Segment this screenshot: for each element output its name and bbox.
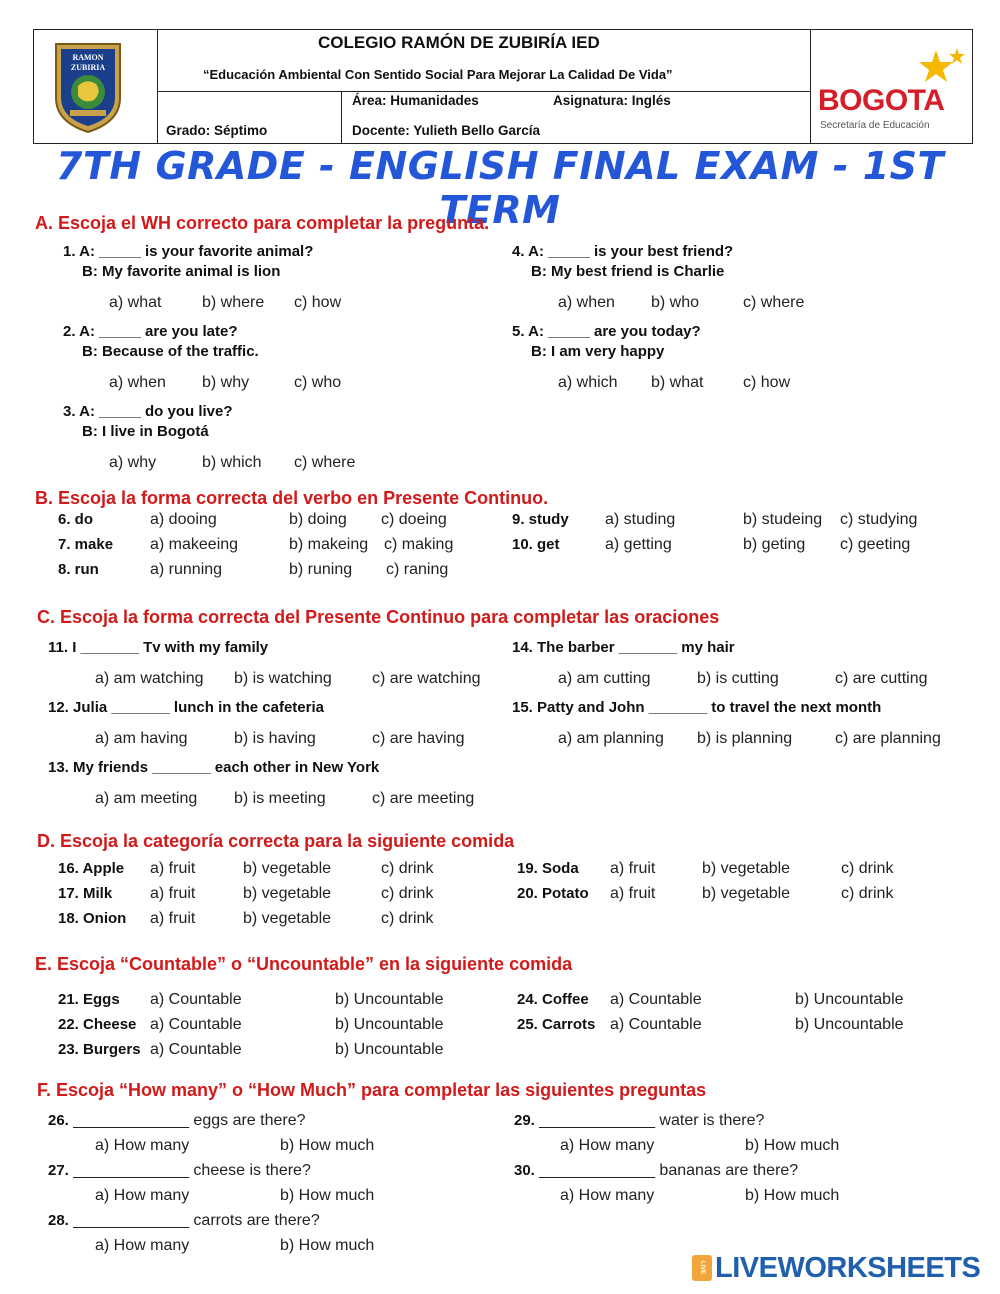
option[interactable]: b) is planning	[697, 730, 793, 747]
section-c-heading: C. Escoja la forma correcta del Presente Continuo para completar las oraciones	[37, 607, 720, 627]
option[interactable]: a) Countable	[150, 991, 242, 1008]
option[interactable]: b) vegetable	[702, 885, 791, 902]
option[interactable]: c) drink	[381, 860, 434, 877]
option[interactable]: c) drink	[381, 910, 434, 927]
option[interactable]: a) fruit	[610, 885, 656, 902]
option[interactable]: a) How many	[95, 1137, 190, 1154]
option[interactable]: c) are watching	[372, 670, 481, 687]
liveworksheets-logo[interactable]	[692, 1253, 980, 1283]
option[interactable]: c) are planning	[835, 730, 941, 747]
option[interactable]: a) when	[109, 374, 166, 391]
option[interactable]: b) what	[651, 374, 704, 391]
option[interactable]: a) How many	[560, 1137, 655, 1154]
section-a-heading: A. Escoja el WH correcto para completar la pregunta.	[35, 213, 490, 233]
option[interactable]: b) How much	[280, 1187, 375, 1204]
option[interactable]: b) vegetable	[243, 885, 332, 902]
option[interactable]: b) vegetable	[702, 860, 791, 877]
option[interactable]: b) Uncountable	[795, 1016, 904, 1033]
liveworksheets-wordmark: LIVEWORKSHEETS	[715, 1251, 981, 1284]
option[interactable]: b) where	[202, 294, 265, 311]
logo-text-top: RAMON	[72, 53, 104, 62]
school-logo	[52, 40, 124, 134]
section-d-heading: D. Escoja la categoría correcta para la siguiente comida	[37, 831, 515, 851]
option[interactable]: b) doing	[289, 511, 347, 528]
option[interactable]: a) am meeting	[95, 790, 198, 807]
option[interactable]: a) How many	[95, 1237, 190, 1254]
option[interactable]: b) geting	[743, 536, 806, 553]
option[interactable]: a) running	[150, 561, 223, 578]
option[interactable]: a) what	[109, 294, 162, 311]
option[interactable]: a) dooing	[150, 511, 217, 528]
option[interactable]: b) is watching	[234, 670, 332, 687]
section-f-heading: F. Escoja “How many” o “How Much” para completar las siguientes preguntas	[37, 1080, 707, 1100]
option[interactable]: a) am having	[95, 730, 188, 747]
option[interactable]: c) geeting	[840, 536, 911, 553]
option[interactable]: a) studing	[605, 511, 676, 528]
option[interactable]: a) when	[558, 294, 615, 311]
section-b-heading: B. Escoja la forma correcta del verbo en Presente Continuo.	[35, 488, 549, 508]
option[interactable]: c) drink	[841, 860, 894, 877]
option[interactable]: c) drink	[841, 885, 894, 902]
option[interactable]: c) are cutting	[835, 670, 928, 687]
option[interactable]: b) How much	[280, 1137, 375, 1154]
option[interactable]: a) which	[558, 374, 618, 391]
bogota-wordmark: BOGOTA	[818, 84, 945, 117]
option[interactable]: b) who	[651, 294, 700, 311]
grade-label: Grado: Séptimo	[166, 123, 268, 138]
option[interactable]: c) studying	[840, 511, 918, 528]
logo-text-bottom: ZUBIRIA	[70, 63, 106, 72]
option[interactable]: a) How many	[560, 1187, 655, 1204]
option[interactable]: c) making	[384, 536, 454, 553]
option[interactable]: a) am watching	[95, 670, 204, 687]
option[interactable]: a) Countable	[150, 1016, 242, 1033]
option[interactable]: a) am cutting	[558, 670, 651, 687]
option[interactable]: a) am planning	[558, 730, 664, 747]
option[interactable]: a) fruit	[610, 860, 656, 877]
option[interactable]: c) raning	[386, 561, 449, 578]
star-icon	[816, 46, 968, 86]
option[interactable]: b) Uncountable	[335, 991, 444, 1008]
option[interactable]: b) Uncountable	[335, 1041, 444, 1058]
live-badge-icon: LIVE	[692, 1255, 712, 1281]
page-title: 7TH GRADE - ENGLISH FINAL EXAM - 1ST TERM	[56, 144, 944, 232]
option[interactable]: a) Countable	[610, 1016, 702, 1033]
option[interactable]: a) How many	[95, 1187, 190, 1204]
subject-label: Asignatura: Inglés	[553, 93, 671, 108]
option[interactable]: a) Countable	[610, 991, 702, 1008]
option[interactable]: b) How much	[745, 1137, 840, 1154]
option[interactable]: a) fruit	[150, 885, 196, 902]
option[interactable]: a) fruit	[150, 860, 196, 877]
option[interactable]: b) vegetable	[243, 910, 332, 927]
option[interactable]: b) How much	[745, 1187, 840, 1204]
option[interactable]: b) which	[202, 454, 262, 471]
option[interactable]: b) runing	[289, 561, 353, 578]
bogota-subtitle: Secretaría de Educación	[820, 120, 930, 131]
option[interactable]: c) how	[743, 374, 791, 391]
option[interactable]: b) vegetable	[243, 860, 332, 877]
option[interactable]: b) is cutting	[697, 670, 779, 687]
section-e-heading: E. Escoja “Countable” o “Uncountable” en la siguiente comida	[35, 954, 573, 974]
option[interactable]: b) makeing	[289, 536, 369, 553]
option[interactable]: c) drink	[381, 885, 434, 902]
option[interactable]: b) Uncountable	[335, 1016, 444, 1033]
option[interactable]: b) is meeting	[234, 790, 326, 807]
school-name: COLEGIO RAMÓN DE ZUBIRÍA IED	[318, 33, 600, 52]
option[interactable]: a) why	[109, 454, 157, 471]
school-motto: “Educación Ambiental Con Sentido Social Para Mejorar La Calidad De Vida”	[203, 67, 673, 82]
option[interactable]: c) who	[294, 374, 342, 391]
option[interactable]: b) How much	[280, 1237, 375, 1254]
option[interactable]: c) where	[294, 454, 356, 471]
option[interactable]: b) studeing	[743, 511, 823, 528]
teacher-label: Docente: Yulieth Bello García	[352, 123, 541, 138]
bogota-logo	[816, 46, 968, 136]
option[interactable]: c) how	[294, 294, 342, 311]
option[interactable]: a) makeeing	[150, 536, 239, 553]
option[interactable]: c) doeing	[381, 511, 447, 528]
option[interactable]: a) Countable	[150, 1041, 242, 1058]
option[interactable]: b) is having	[234, 730, 316, 747]
option[interactable]: c) are meeting	[372, 790, 475, 807]
option[interactable]: b) why	[202, 374, 250, 391]
area-label: Área: Humanidades	[352, 93, 479, 108]
option[interactable]: b) Uncountable	[795, 991, 904, 1008]
option[interactable]: a) fruit	[150, 910, 196, 927]
option[interactable]: c) where	[743, 294, 805, 311]
option[interactable]: c) are having	[372, 730, 465, 747]
option[interactable]: a) getting	[605, 536, 672, 553]
